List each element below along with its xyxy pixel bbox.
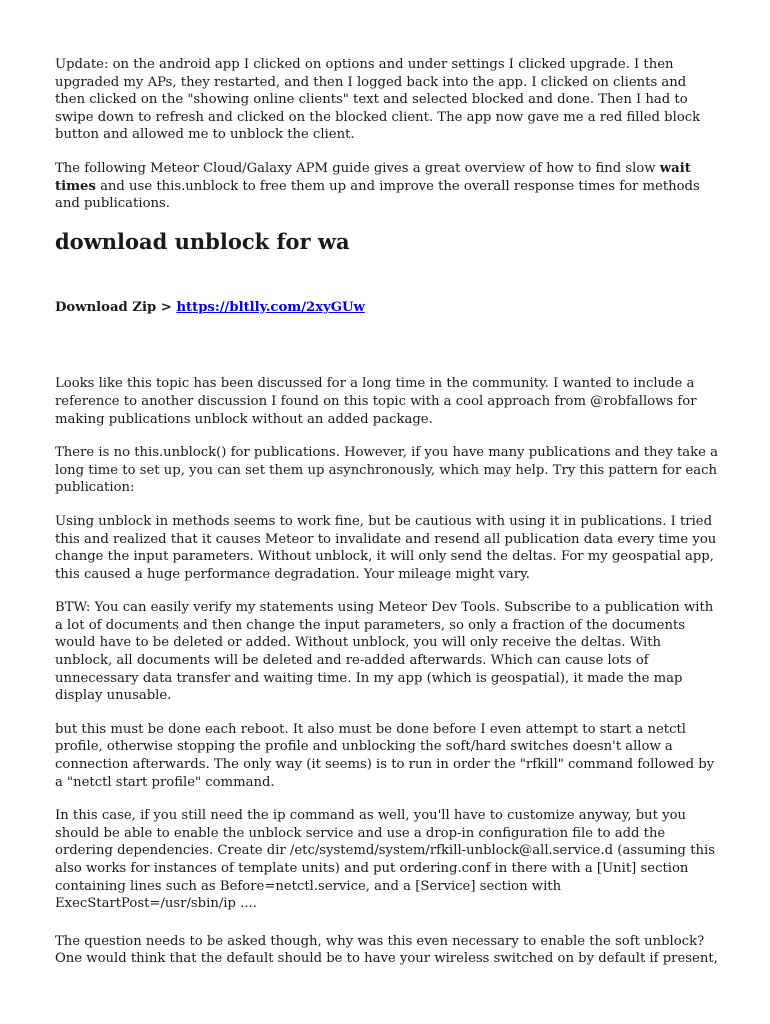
- closing-paragraph: The question needs to be asked though, why was this even necessary to enable the soft unblock? One would think that the default should be to have your wireless switched on by default if present,: [55, 933, 718, 967]
- body-paragraph: BTW: You can easily verify my statements using Meteor Dev Tools. Subscribe to a publication with a lot of documents and then change the input parameters, so only a fraction of the documents would have to be deleted or added. Without unblock, you will only receive the deltas. With unblock, all documents will be deleted and re-added afterwards. Which can cause lots of unnecessary data transfer and waiting time. In my app (which is geospatial), it made the map display unusable.: [55, 600, 714, 704]
- download-label: Download Zip >: [55, 299, 177, 315]
- body-paragraph: Using unblock in methods seems to work fine, but be cautious with using it in publications. I tried this and realized that it causes Meteor to invalidate and resend all publication data every time you change the input parameters. Without unblock, it will only send the deltas. For my geospatial app, this caused a huge performance degradation. Your mileage might vary.: [55, 513, 717, 582]
- guide-paragraph: [55, 160, 720, 213]
- document-page: [55, 56, 720, 968]
- page-heading: download unblock for wa: [55, 228, 350, 254]
- guide-bold-text: wait times: [55, 160, 691, 194]
- body-paragraph: In this case, if you still need the ip command as well, you'll have to customize anyway, but you should be able to enable the unblock service and use a drop-in configuration file to add the ordering dependencies. Create dir /etc/systemd/system/rfkill-unblock@all.service.d (assuming this also works for instances of template units) and put ordering.conf in there with a [Unit] section containing lines such as Before=netctl.service, and a [Service] section with ExecStartPost=/usr/sbin/ip ....: [55, 808, 715, 912]
- download-line: [55, 299, 720, 317]
- body-paragraph: but this must be done each reboot. It also must be done before I even attempt to start a netctl profile, otherwise stopping the profile and unblocking the soft/hard switches doesn't allow a connection afterwards. The only way (it seems) is to run in order the "rfkill" command followed by a "netctl start profile" command.: [55, 721, 715, 790]
- body-paragraph: Looks like this topic has been discussed for a long time in the community. I wanted to include a reference to another discussion I found on this topic with a cool approach from @robfallows for making publications unblock without an added package.: [55, 376, 697, 427]
- download-link[interactable]: https://bltlly.com/2xyGUw: [176, 299, 365, 315]
- update-paragraph: Update: on the android app I clicked on options and under settings I clicked upgrade. I then upgraded my APs, they restarted, and then I logged back into the app. I clicked on clients and then clicked on the "showing online clients" text and selected blocked and done. Then I had to swipe down to refresh and clicked on the blocked client. The app now gave me a red filled block button and allowed me to unblock the client.: [55, 57, 701, 143]
- body-paragraph: There is no this.unblock() for publications. However, if you have many publications and they take a long time to set up, you can set them up asynchronously, which may help. Try this pattern for each publication:: [55, 445, 718, 496]
- guide-text-after: and use this.unblock to free them up and improve the overall response times for methods and publications.: [55, 178, 700, 212]
- guide-text-before: The following Meteor Cloud/Galaxy APM guide gives a great overview of how to find slow: [55, 160, 660, 176]
